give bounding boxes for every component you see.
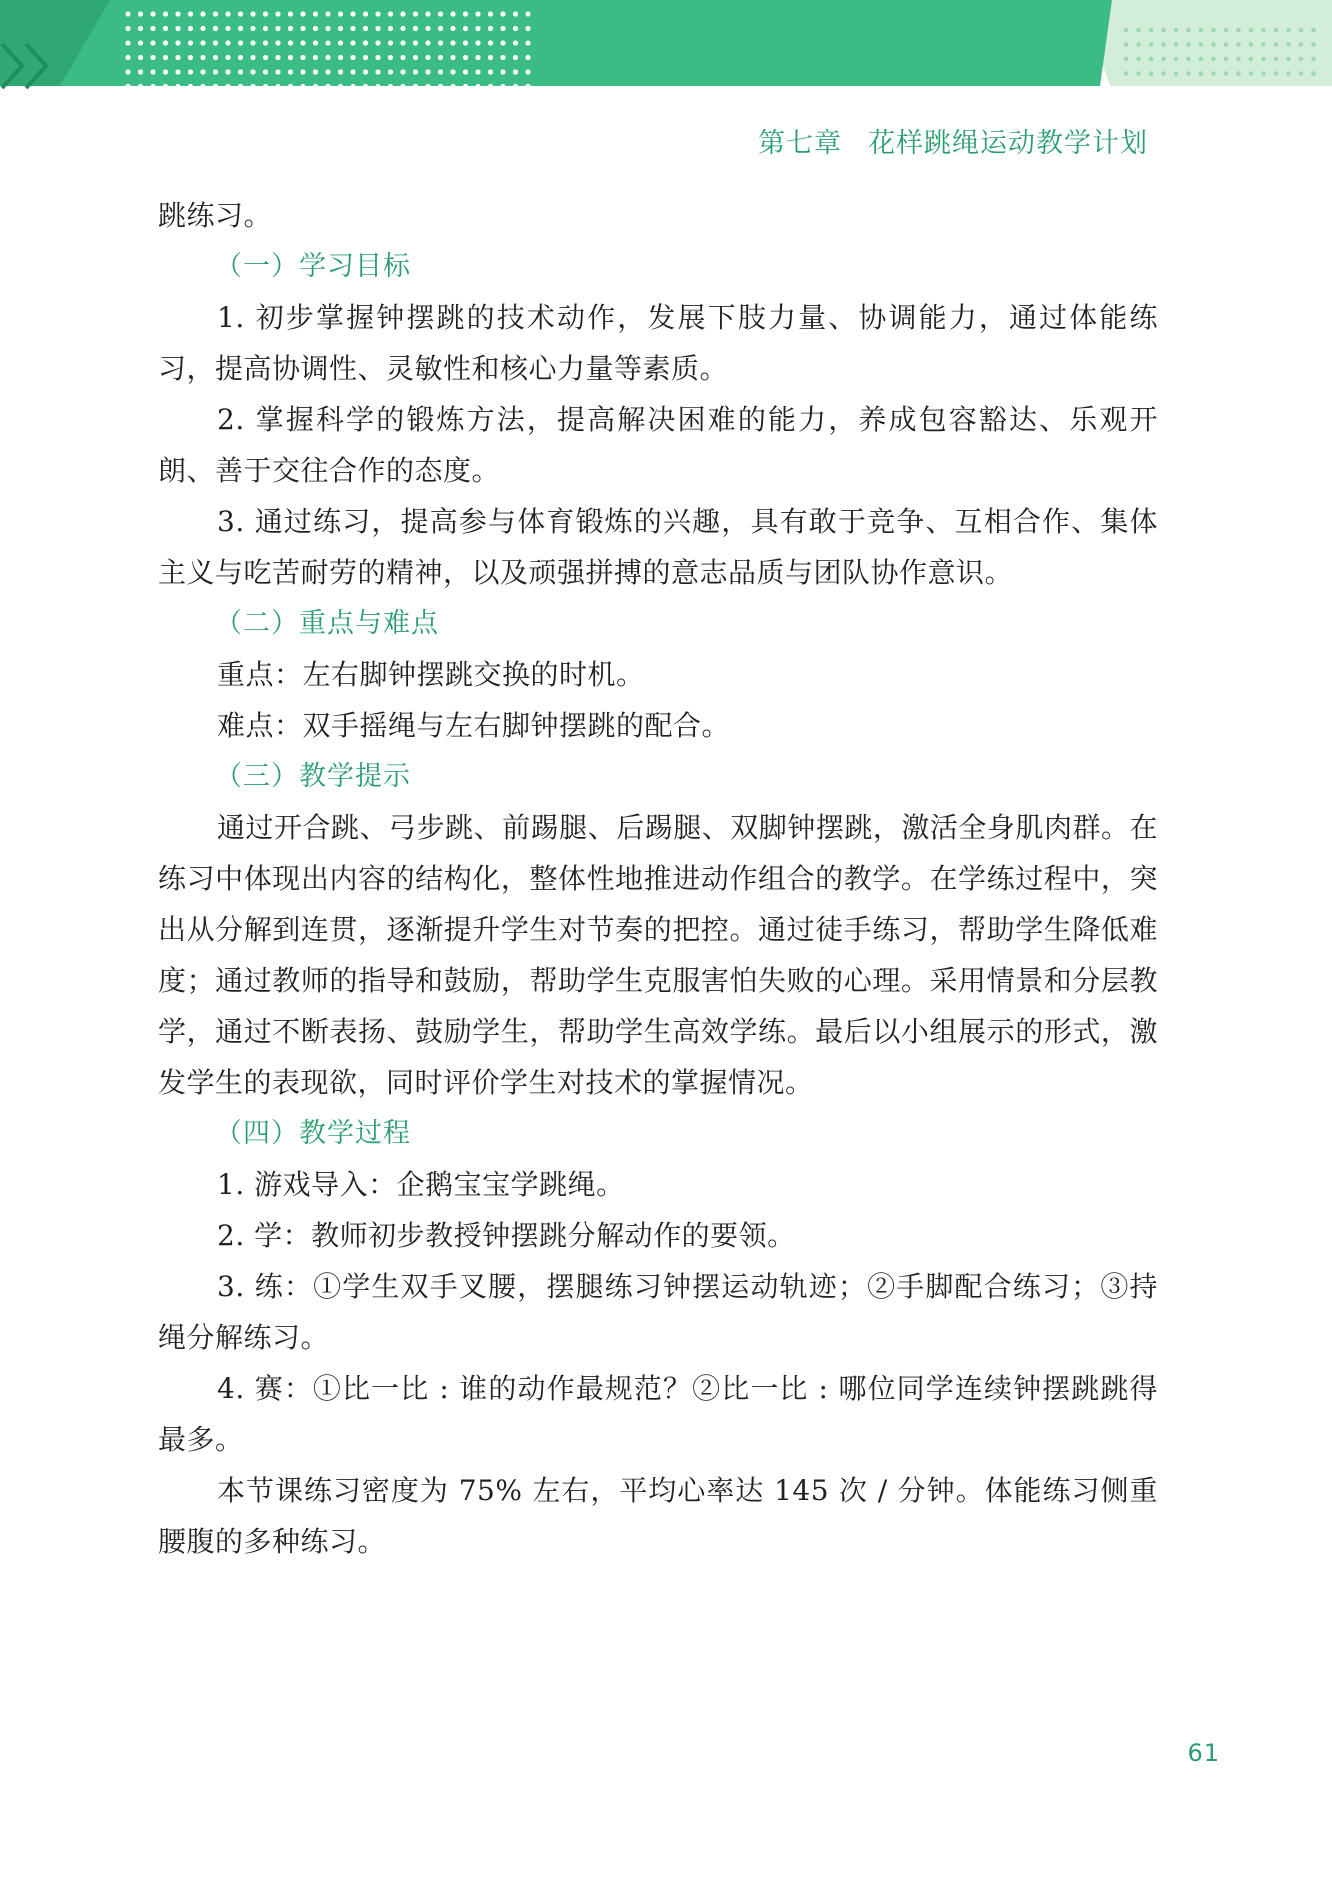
header-dot: [1249, 71, 1254, 76]
header-dot: [313, 84, 318, 89]
intro-fragment: 跳练习。: [158, 199, 273, 232]
header-dot: [250, 11, 255, 16]
header-dot: [238, 84, 243, 89]
header-dot: [225, 26, 230, 31]
header-dot: [375, 26, 380, 31]
header-dot: [500, 55, 505, 60]
header-dot: [1136, 71, 1141, 76]
header-dot: [338, 55, 343, 60]
header-dot: [475, 69, 480, 74]
header-dot: [1161, 42, 1166, 47]
header-dot: [450, 69, 455, 74]
header-dot: [288, 26, 293, 31]
header-dot: [363, 11, 368, 16]
header-dot: [313, 26, 318, 31]
header-dot: [288, 55, 293, 60]
header-dot: [463, 11, 468, 16]
header-dot: [413, 11, 418, 16]
header-dot: [1299, 71, 1304, 76]
header-dot: [163, 11, 168, 16]
header-dot: [1174, 42, 1179, 47]
header-dot: [475, 55, 480, 60]
header-dot: [1136, 42, 1141, 47]
header-dot: [1199, 42, 1204, 47]
difficulty-point: 难点：双手摇绳与左右脚钟摆跳的配合。: [217, 709, 731, 742]
header-dot: [225, 55, 230, 60]
header-dot: [375, 55, 380, 60]
header-dot: [350, 40, 355, 45]
objective-item: 2. 掌握科学的锻炼方法，提高解决困难的能力，养成包容豁达、乐观开朗、善于交往合作的态度。: [158, 403, 1158, 487]
header-dot: [175, 26, 180, 31]
page-number: 61: [1187, 1739, 1220, 1767]
header-dot: [338, 40, 343, 45]
header-dot: [1274, 42, 1279, 47]
header-dot: [438, 69, 443, 74]
header-dot: [363, 40, 368, 45]
header-dot: [1161, 57, 1166, 62]
header-dot: [475, 40, 480, 45]
header-dot: [1224, 28, 1229, 33]
header-dot: [463, 69, 468, 74]
header-dot: [250, 84, 255, 89]
header-dot: [263, 69, 268, 74]
header-dot: [138, 26, 143, 31]
header-dot: [150, 55, 155, 60]
header-dot: [438, 84, 443, 89]
header-dot: [200, 69, 205, 74]
header-dot: [488, 84, 493, 89]
header-dot: [1211, 57, 1216, 62]
header-dot: [425, 69, 430, 74]
key-point: 重点：左右脚钟摆跳交换的时机。: [217, 658, 645, 691]
header-dot: [525, 55, 530, 60]
header-dot: [500, 84, 505, 89]
header-dot: [188, 26, 193, 31]
header-dot: [413, 26, 418, 31]
header-dot: [250, 55, 255, 60]
header-dot: [400, 11, 405, 16]
header-dot: [525, 84, 530, 89]
header-dot: [138, 84, 143, 89]
header-dot: [1149, 71, 1154, 76]
header-dot: [1249, 57, 1254, 62]
header-dot: [488, 69, 493, 74]
lesson-summary: 本节课练习密度为 75% 左右，平均心率达 145 次 / 分钟。体能练习侧重腰腹的多种练习。: [158, 1474, 1158, 1558]
header-dot: [325, 69, 330, 74]
header-dot: [463, 55, 468, 60]
header-dot: [250, 40, 255, 45]
header-dot: [413, 69, 418, 74]
header-dot: [1124, 42, 1129, 47]
header-dot: [275, 84, 280, 89]
section-heading-objectives: （一）学习目标: [215, 251, 411, 282]
header-dot: [125, 40, 130, 45]
header-dot: [450, 84, 455, 89]
header-dot: [150, 69, 155, 74]
header-dot: [450, 40, 455, 45]
header-dot: [500, 40, 505, 45]
header-dot: [163, 55, 168, 60]
header-dot: [338, 26, 343, 31]
header-dot: [438, 55, 443, 60]
header-dot: [1286, 71, 1291, 76]
header-dot: [438, 11, 443, 16]
header-dot: [175, 40, 180, 45]
header-dot: [238, 40, 243, 45]
header-dot: [363, 69, 368, 74]
header-dot: [450, 26, 455, 31]
header-dot: [1311, 28, 1316, 33]
header-dot: [1149, 42, 1154, 47]
header-dot: [138, 40, 143, 45]
header-dot: [1199, 28, 1204, 33]
header-dot: [500, 11, 505, 16]
header-dot: [1261, 57, 1266, 62]
header-dot: [1299, 57, 1304, 62]
header-band: [0, 0, 1332, 100]
header-dot: [188, 69, 193, 74]
header-dot: [200, 55, 205, 60]
header-dot: [188, 11, 193, 16]
header-dot: [1299, 42, 1304, 47]
header-dot: [313, 55, 318, 60]
header-dot: [300, 40, 305, 45]
header-dot: [238, 55, 243, 60]
header-dot: [1186, 57, 1191, 62]
header-dot: [1311, 57, 1316, 62]
header-dot: [213, 26, 218, 31]
header-dot: [138, 55, 143, 60]
header-dot: [300, 11, 305, 16]
header-dot: [263, 40, 268, 45]
header-dot: [1249, 28, 1254, 33]
header-dot: [500, 69, 505, 74]
header-dot: [463, 40, 468, 45]
header-dot: [363, 26, 368, 31]
header-dot: [288, 11, 293, 16]
header-dot: [488, 26, 493, 31]
header-dot: [225, 69, 230, 74]
header-dot: [275, 55, 280, 60]
header-dot: [475, 84, 480, 89]
header-dot: [388, 40, 393, 45]
header-dot: [250, 26, 255, 31]
header-dot: [413, 55, 418, 60]
header-dot: [1211, 71, 1216, 76]
header-dot: [125, 26, 130, 31]
chapter-name: 花样跳绳运动教学计划: [868, 128, 1148, 159]
header-dot: [1274, 28, 1279, 33]
header-dot: [1249, 42, 1254, 47]
header-dot: [263, 26, 268, 31]
header-dot: [1274, 71, 1279, 76]
header-dot: [163, 40, 168, 45]
header-dot: [400, 55, 405, 60]
header-dot: [150, 26, 155, 31]
header-dot: [425, 55, 430, 60]
header-dot: [200, 11, 205, 16]
header-dot: [1211, 42, 1216, 47]
header-dot: [1199, 57, 1204, 62]
header-dot: [1149, 57, 1154, 62]
header-dot: [350, 69, 355, 74]
header-dot: [325, 55, 330, 60]
header-dot: [350, 26, 355, 31]
header-dot: [338, 84, 343, 89]
header-dot: [238, 11, 243, 16]
header-dot: [400, 69, 405, 74]
process-step: 4. 赛：①比一比 : 谁的动作最规范？②比一比 : 哪位同学连续钟摆跳跳得最多。: [158, 1372, 1158, 1456]
header-dot: [350, 55, 355, 60]
header-dot: [1161, 71, 1166, 76]
header-dot: [425, 40, 430, 45]
header-dot: [238, 69, 243, 74]
header-dot: [1224, 42, 1229, 47]
section-heading-key-points: （二）重点与难点: [215, 608, 439, 639]
header-dot: [450, 55, 455, 60]
header-dot: [1286, 57, 1291, 62]
header-dot: [388, 26, 393, 31]
header-dot: [300, 26, 305, 31]
header-dot: [513, 40, 518, 45]
header-dot: [313, 69, 318, 74]
header-dot: [513, 69, 518, 74]
header-dot: [275, 11, 280, 16]
header-dot: [1149, 28, 1154, 33]
header-dot: [275, 26, 280, 31]
header-dot: [488, 55, 493, 60]
header-dot: [1236, 28, 1241, 33]
header-dot: [1236, 57, 1241, 62]
header-dot: [388, 84, 393, 89]
header-dot: [1124, 71, 1129, 76]
header-dot: [138, 69, 143, 74]
header-dot: [388, 69, 393, 74]
header-dot: [1274, 57, 1279, 62]
header-decoration: [0, 0, 1332, 100]
header-dot: [1174, 71, 1179, 76]
header-dot: [325, 40, 330, 45]
header-dot: [225, 84, 230, 89]
header-dot: [1211, 28, 1216, 33]
header-dot: [200, 84, 205, 89]
header-dot: [163, 26, 168, 31]
header-dot: [400, 84, 405, 89]
header-dot: [175, 11, 180, 16]
chapter-title: [758, 121, 1148, 160]
header-dot: [188, 40, 193, 45]
process-step: 2. 学：教师初步教授钟摆跳分解动作的要领。: [217, 1219, 796, 1252]
header-dot: [475, 26, 480, 31]
header-dot: [200, 40, 205, 45]
header-dot: [413, 40, 418, 45]
header-dot: [300, 55, 305, 60]
header-dot: [475, 11, 480, 16]
header-dot: [163, 84, 168, 89]
section-heading-teaching-process: （四）教学过程: [215, 1118, 411, 1149]
header-dot: [150, 84, 155, 89]
header-dot: [263, 55, 268, 60]
header-dot: [125, 84, 130, 89]
header-light-band: [1080, 0, 1332, 86]
header-dot: [213, 69, 218, 74]
teaching-tips-text: 通过开合跳、弓步跳、前踢腿、后踢腿、双脚钟摆跳，激活全身肌肉群。在练习中体现出内容的结构化，整体性地推进动作组合的教学。在学练过程中，突出从分解到连贯，逐渐提升学生对节奏的把控。通过徒手练习，帮助学生降低难度；通过教师的指导和鼓励，帮助学生克服害怕失败的心理。采用情景和分层教学，通过不断表扬、鼓励学生，帮助学生高效学练。最后以小组展示的形式，激发学生的表现欲，同时评价学生对技术的掌握情况。: [158, 811, 1158, 1099]
header-dot: [1299, 28, 1304, 33]
page-content: [158, 190, 1158, 1567]
header-dot: [213, 11, 218, 16]
header-dot: [1186, 42, 1191, 47]
header-dot: [350, 11, 355, 16]
header-dot: [188, 84, 193, 89]
header-dot: [525, 26, 530, 31]
header-dot: [375, 84, 380, 89]
header-dot: [1174, 57, 1179, 62]
header-dot: [525, 69, 530, 74]
header-dot: [413, 84, 418, 89]
header-dot: [200, 26, 205, 31]
header-dot: [313, 11, 318, 16]
header-dot: [213, 40, 218, 45]
header-dot: [163, 69, 168, 74]
header-dot: [275, 69, 280, 74]
objective-item: 3. 通过练习，提高参与体育锻炼的兴趣，具有敢于竞争、互相合作、集体主义与吃苦耐劳的精神，以及顽强拼搏的意志品质与团队协作意识。: [158, 505, 1158, 589]
chapter-label: 第七章: [758, 128, 842, 159]
header-dot: [1186, 28, 1191, 33]
header-dot: [363, 55, 368, 60]
header-dot: [1161, 28, 1166, 33]
header-dot: [250, 69, 255, 74]
header-dot: [500, 26, 505, 31]
header-dot: [263, 11, 268, 16]
section-heading-teaching-tips: （三）教学提示: [215, 761, 411, 792]
header-dot: [375, 40, 380, 45]
header-dot: [1124, 57, 1129, 62]
header-dot: [1236, 71, 1241, 76]
header-dot: [150, 40, 155, 45]
header-dot: [513, 55, 518, 60]
process-step: 3. 练：①学生双手叉腰，摆腿练习钟摆运动轨迹；②手脚配合练习；③持绳分解练习。: [158, 1270, 1158, 1354]
header-dot: [463, 84, 468, 89]
header-dot: [425, 11, 430, 16]
header-dot: [325, 84, 330, 89]
header-dot: [1311, 42, 1316, 47]
header-dot: [1261, 71, 1266, 76]
header-dot: [325, 11, 330, 16]
header-dot: [225, 11, 230, 16]
header-dot: [338, 11, 343, 16]
header-dot: [513, 11, 518, 16]
header-dot: [425, 26, 430, 31]
header-dot: [350, 84, 355, 89]
header-dot: [1136, 28, 1141, 33]
header-dot: [1224, 71, 1229, 76]
header-dot: [525, 11, 530, 16]
header-dot: [213, 84, 218, 89]
header-dot: [1261, 42, 1266, 47]
header-dot: [1261, 28, 1266, 33]
header-dot: [488, 40, 493, 45]
header-dot: [1224, 57, 1229, 62]
header-dot: [325, 26, 330, 31]
header-dot: [275, 40, 280, 45]
header-dot: [125, 69, 130, 74]
header-dot: [150, 11, 155, 16]
header-dot: [488, 11, 493, 16]
header-dot: [138, 11, 143, 16]
objective-item: 1. 初步掌握钟摆跳的技术动作，发展下肢力量、协调能力，通过体能练习，提高协调性、灵敏性和核心力量等素质。: [158, 301, 1158, 385]
header-dot: [288, 84, 293, 89]
header-dot: [513, 26, 518, 31]
header-dot: [175, 84, 180, 89]
header-dot: [338, 69, 343, 74]
header-dot: [1174, 28, 1179, 33]
header-dot: [300, 84, 305, 89]
header-dot: [400, 40, 405, 45]
header-dot: [1286, 28, 1291, 33]
header-dot: [1136, 57, 1141, 62]
header-dot: [1236, 42, 1241, 47]
header-dot: [1186, 71, 1191, 76]
header-dot: [313, 40, 318, 45]
header-dot: [225, 40, 230, 45]
header-dot: [1124, 28, 1129, 33]
header-dot: [288, 40, 293, 45]
header-dot: [1286, 42, 1291, 47]
header-dot: [175, 55, 180, 60]
header-dot: [375, 69, 380, 74]
header-dot: [388, 55, 393, 60]
header-dot: [400, 26, 405, 31]
header-dot: [238, 26, 243, 31]
header-dot: [513, 84, 518, 89]
header-dot: [125, 11, 130, 16]
header-dot: [213, 55, 218, 60]
header-dot: [175, 69, 180, 74]
header-dot: [363, 84, 368, 89]
header-dot: [450, 11, 455, 16]
header-dot: [288, 69, 293, 74]
header-dot: [1311, 71, 1316, 76]
header-dot: [263, 84, 268, 89]
header-dot: [425, 84, 430, 89]
header-dot: [438, 40, 443, 45]
header-dot: [188, 55, 193, 60]
header-dot: [463, 26, 468, 31]
header-dot: [125, 55, 130, 60]
header-dot: [438, 26, 443, 31]
header-dot: [525, 40, 530, 45]
header-dot: [300, 69, 305, 74]
header-dot: [388, 11, 393, 16]
header-dot: [1199, 71, 1204, 76]
process-step: 1. 游戏导入：企鹅宝宝学跳绳。: [217, 1168, 625, 1201]
header-dot: [375, 11, 380, 16]
